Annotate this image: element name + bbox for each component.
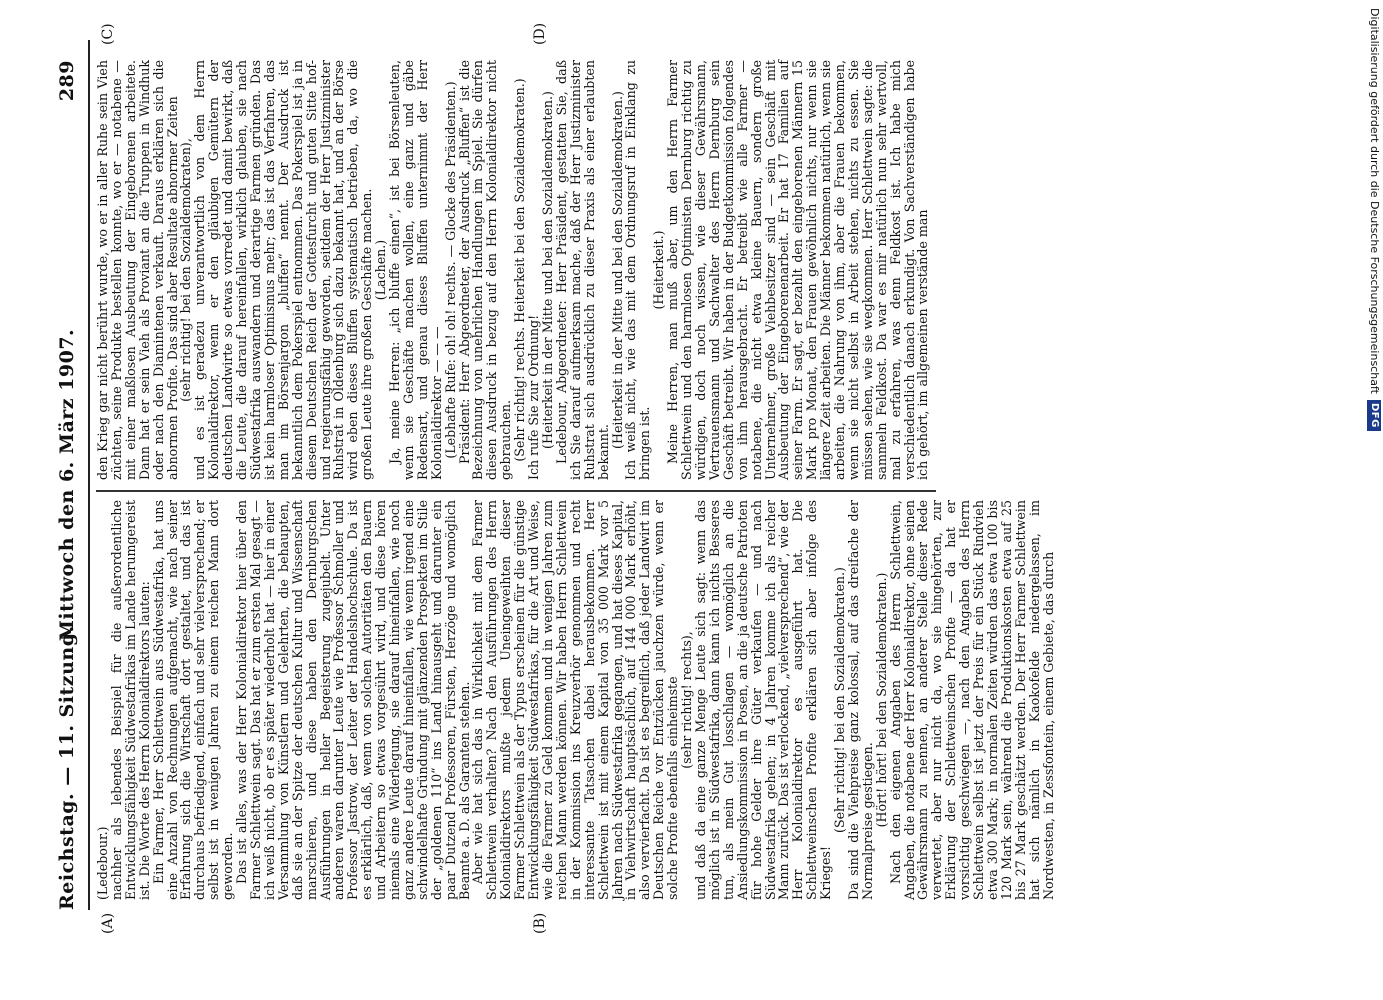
left-column	[95, 500, 1056, 900]
credit-text: Digitalisierung gefördert durch die Deutsche Forschungsgemeinschaft	[1368, 8, 1381, 394]
paragraph: Ledebour, Abgeordneter: Herr Präsident, gestatten Sie, daß ich Sie darauf aufmerksam mache, daß der Herr Justizminister Ruhstrat sich ausdrücklich zu dieser Praxis als einer erlaubten bekannt.	[553, 60, 611, 480]
paragraph: und daß da eine ganze Menge Leute sich sagt: wenn das möglich ist in Südwestafrika, dann kann ich nichts Besseres tun, als mein Gut losschlagen — womöglich an die Ansiedlungskommission in Posen, an die ja deutsche Patrioten für hohe Gelder ihre Güter verkaufen — und nach Südwestafrika gehen; in 4 Jahren komme ich als reicher Mann zurück. Das ist verlockend, „vielversprechend“, wie der Herr Kolonialdirektor es ausgeführt hat. Die Schlettweinschen Profite erklären sich aber infolge des Krieges!	[692, 500, 834, 900]
paragraph: Aber wie hat sich das in Wirklichkeit mit dem Farmer Schlettwein verhalten? Nach den Ausführungen des Herrn Kolonialdirektors mußte jedem Uneingeweihten dieser Farmer Schlettwein als der Typus erscheinen für die günstige Entwicklungsfähigkeit Südwestafrikas, für die Art und Weise, wie die Farmer zu Geld kommen und in wenigen Jahren zum reichen Mann werden können. Wir haben Herrn Schlettwein in der Kommission ins Kreuzverhör genommen und recht interessante Tatsachen dabei herausbekommen. Herr Schlettwein ist mit einem Kapital von 35 000 Mark vor 5 Jahren nach Südwestafrika gegangen, und hat dieses Kapital, in Viehwirtschaft hauptsächlich, auf 144 000 Mark erhöht, also vervierfacht. Da ist es begreiflich, daß jeder Landwirt im Deutschen Reiche vor Entzücken jauchzen würde, wenn er solche Profite ebenfalls einheimste	[470, 500, 681, 900]
page-number: 289	[56, 60, 78, 102]
interjection: (sehr richtig! bei den Sozialdemokraten),	[178, 138, 194, 402]
interjection: (Sehr richtig! bei den Sozialdemokraten.)	[832, 567, 848, 833]
header-rule	[88, 40, 90, 910]
dfg-logo: DFG	[1367, 400, 1381, 431]
header-date: Mittwoch den 6. März 1907.	[56, 328, 78, 642]
margin-marker-b: (B)	[532, 912, 548, 934]
right-column	[96, 60, 936, 480]
paragraph: Präsident: Herr Abgeordneter, der Ausdruck „Bluffen“ ist die Bezeichnung von unehrlichen Handlungen im Spiel. Sie dürfen diesen Ausdruck in bezug auf den Herrn Kolonialdirektor nicht gebrauchen.	[456, 60, 514, 480]
page-header	[50, 60, 84, 910]
digitization-credit	[1367, 8, 1381, 708]
interjection: (Lachen.)	[373, 239, 389, 301]
paragraph: Nach den eigenen Angaben des Herrn Schlettwein, Angaben, die notabene der Herr Kolonialdirektor, ohne seinen Gewährsmann zu nennen, an anderer Stelle dieser Rede verwertet, aber nur nicht da, wo sie hingehörten, zur Erklärung der Schlettweinschen Profite — da hat er vorsichtig geschwiegen —, nach den Angaben des Herrn Schlettwein selbst ist jetzt der Preis für ein Stück Rindvieh etwa 300 Mark; in normalen Zeiten würden das etwa 100 bis 120 Mark sein, während die Produktionskosten etwa auf 25 bis 27 Mark geschätzt werden. Der Herr Farmer Schlettwein hat sich nämlich in Kaokofelde niedergelassen, im Nordwesten, in Zessfontein, einem Gebiete, das durch	[887, 500, 1056, 900]
margin-marker-a: (A)	[100, 912, 116, 934]
interjection: (Heiterkeit in der Mitte und bei den Sozialdemokraten.)	[540, 91, 555, 449]
paragraph: Ich weiß nicht, wie das mit dem Ordnungsruf in Einklang zu bringen ist.	[623, 60, 653, 480]
interjection: (Heiterkeit.)	[651, 230, 667, 310]
paragraph: und es ist geradezu unverantwortlich von dem Herrn Kolonialdirektor, wenn er den gläubigen Gemütern der deutschen Landwirte so etwas vorredet und damit bewirkt, daß die Leute, die darauf hereinfallen, wirklich glauben, sie nach Südwestafrika auswandern und derartige Farmen gründen. Das ist kein harmloser Optimismus mehr; das ist das Verfahren, das man im Börsenjargon „bluffen“ nennt. Der Ausdruck ist bekanntlich dem Pokerspiel entnommen. Das Pokerspiel ist ja in diesem Deutschen Reich der Gottesfurcht und guten Sitte hof- und regierungsfähig geworden, seitdem der Herr Justizminister Ruhstrat in Oldenburg sich dazu bekannt hat, und an der Börse wird eben dieses Bluffen systematisch betrieben, da, wo die großen Leute ihre großen Geschäfte machen.	[192, 60, 375, 480]
column-divider	[96, 491, 936, 493]
paragraph: Ich rufe Sie zur Ordnung!	[526, 314, 542, 480]
paragraph: Ein Farmer, Herr Schlettwein aus Südwestafrika, hat uns eine Anzahl von Rechnungen aufgemacht, wie nach seiner Erfahrung sich die Wirtschaft dort gestaltet, und das ist durchaus befriedigend, einfach und sehr vielversprechend; er selbst ist in wenigen Jahren zu einem reichen Mann dort geworden.	[150, 500, 236, 900]
paragraph: Ja, meine Herren: „ich bluffe einen“, ist bei Börsenleuten, wenn sie Geschäfte machen wollen, eine ganz und gäbe Redensart, und genau dieses Bluffen unternimmt der Herr Kolonialdirektor — — —	[387, 60, 444, 480]
interjection: (Heiterkeit in der Mitte und bei den Sozialdemokraten.)	[609, 91, 625, 449]
margin-marker-d: (D)	[532, 22, 548, 45]
paragraph: nachher als lebendes Beispiel für die außerordentliche Entwicklungsfähigkeit Südwestafrikas im Lande herumgereist ist. Die Worte des Herrn Kolonialdirektors lauten:	[108, 500, 152, 900]
paragraph: Meine Herren, man muß aber, um den Herrn Farmer Schlettwein und den harmlosen Optimisten Dernburg richtig zu würdigen, doch noch wissen, wie dieser Gewährsmann, Vertrauensmann und Sachwalter des Herrn Dernburg sein Geschäft betreibt. Wir haben in der Budgetkommission folgendes von ihm herausgebracht. Er betreibt wie alle Farmer — notabene, die nicht etwa kleine Bauern, sondern große Unternehmer, große Viehbesitzer sind — sein Geschäft mit Ausbeutung der Eingeborenenarbeit. Er hat 17 Familien auf seiner Farm. Er sagt, er bezahlt den eingeborenen Männern 15 Mark pro Monat, den Frauen gewöhnlich nichts, nur wenn sie längere Zeit arbeiten. Die Männer bekommen natürlich, wenn sie arbeiten, die Nahrung von ihm, aber die Frauen bekommen, wenn sie nicht selbst in Arbeit stehen, nichts zu essen. Sie müssen sehen, wie sie wegkommen. Herr Schlettwein sagte: die sammeln Feldkost. Da war es mir natürlich nun sehr wertvoll, mal zu erfahren, was denn Feldkost ist. Ich habe mich verschiedentlich danach erkundigt. Von Sachverständigen habe ich gehört, im allgemeinen verstände man	[665, 60, 931, 480]
interjection: (Lebhafte Rufe: oh! oh! rechts. — Glocke des Präsidenten.)	[442, 81, 458, 459]
margin-marker-c: (C)	[100, 23, 116, 45]
header-session: Reichstag. — 11. Sitzung.	[56, 625, 78, 910]
interjection: (sehr richtig! rechts),	[679, 631, 695, 769]
interjection: (Sehr richtig! rechts. Heiterkeit bei den Sozialdemokraten.)	[512, 78, 528, 462]
paragraph: Das ist alles, was der Herr Kolonialdirektor hier über den Farmer Schlettwein sagt. Das hat er zum ersten Mal gesagt — ich weiß nicht, ob er es später wiederholt hat — hier in einer Versammlung von Künstlern und Gelehrten, die behaupten, daß sie an der Spitze der deutschen Kultur und Wissenschaft marschieren, und diese haben den Dernburgschen Ausführungen in heller Begeisterung zugejubelt. Unter anderen waren darunter Leute wie Professor Schmoller und Professor Jastrow, der Leiter der Handelshochschule. Da ist es erklärlich, daß, wenn von solchen Autoritäten den Bauern und Arbeitern so etwas vorgesührt wird, und diese hören niemals eine Widerlegung, sie darauf hineinfallen, wie noch ganz andere Leute darauf hineinfallen, wie wenn irgend eine schwindelhafte Gründung mit glänzenden Prospekten im Stile der „goldenen 110“ ins Land hinausgeht und darunter ein paar Dutzend Professoren, Fürsten, Herzöge und womöglich Beamte a. D. als Garanten stehen.	[234, 500, 472, 900]
paragraph: Da sind die Viehpreise ganz kolossal, auf das dreifache der Normalpreise gestiegen.	[845, 500, 875, 900]
paragraph: den Krieg gar nicht berührt wurde, wo er in aller Ruhe sein Vieh züchten, seine Produkte bestellen konnte, wo er — notabene — mit einer maßlosen Ausbeutung der Eingeborenen arbeitete. Dann hat er sein Vieh als Proviant an die Truppen in Windhuk oder nach den Diamintenen verkauft. Daraus erklären sich die abnormen Profite. Das sind aber Resultate abnormer Zeiten	[95, 60, 180, 480]
interjection: (Hört! hört! bei den Sozialdemokraten.)	[873, 572, 889, 828]
paragraph: (Ledebour.)	[95, 826, 110, 900]
